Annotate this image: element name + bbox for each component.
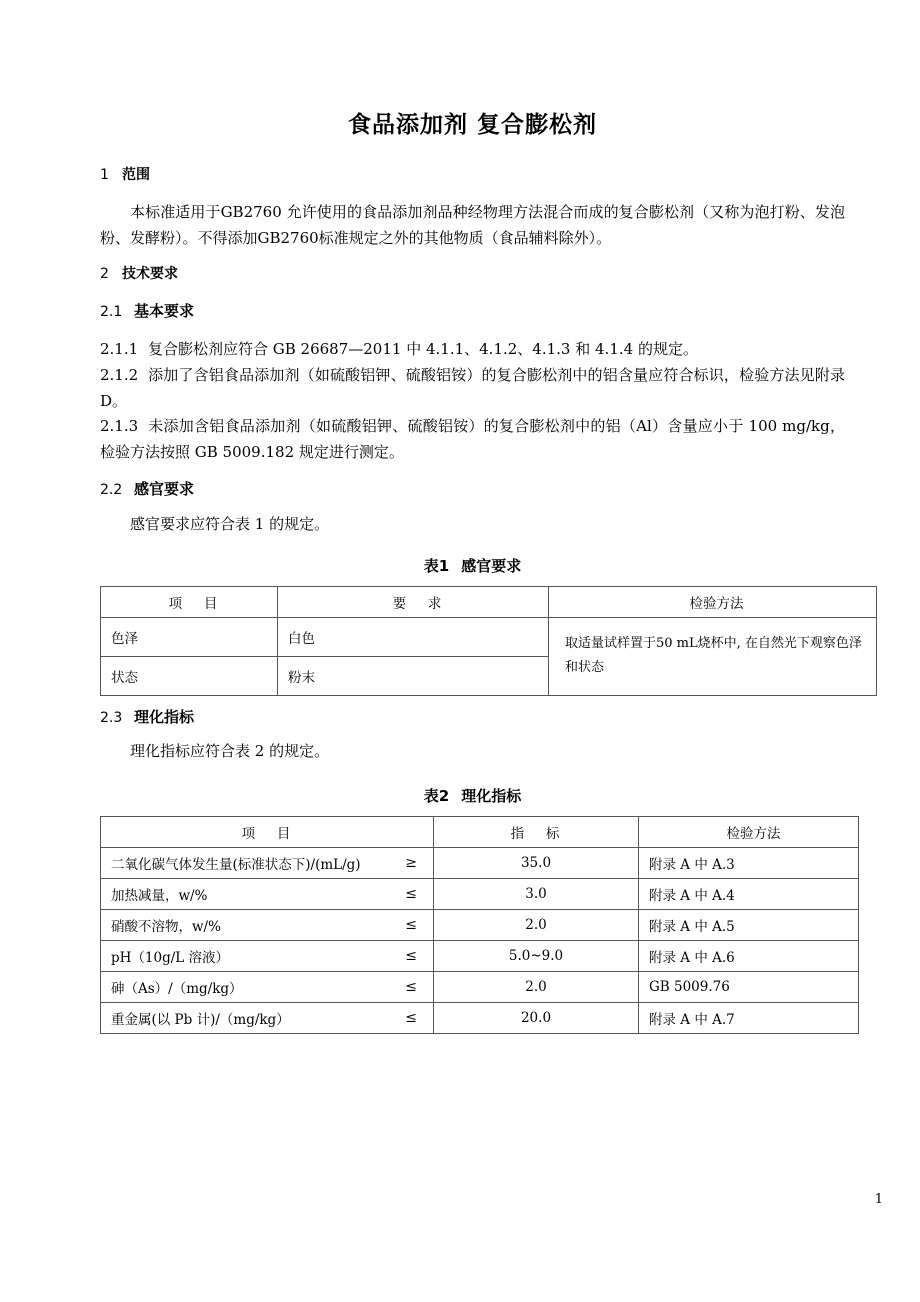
table-row bbox=[101, 617, 877, 656]
table2-header-row bbox=[101, 816, 859, 847]
table1-caption bbox=[100, 557, 845, 577]
clause-2-1-3-number: 2.1.3 bbox=[100, 417, 139, 436]
table2-cell-item bbox=[101, 878, 434, 909]
page-title: 食品添加剂 复合膨松剂 bbox=[347, 112, 597, 138]
table2-cell-index: 2.0 bbox=[434, 971, 639, 1002]
heading-section-1 bbox=[100, 166, 845, 184]
heading-2-2-label: 感官要求 bbox=[134, 480, 195, 499]
heading-2-1-number: 2.1 bbox=[100, 303, 123, 320]
table1-cell-method: 取适量试样置于50 mL烧杯中, 在自然光下观察色泽和状态 bbox=[549, 617, 877, 695]
table-row bbox=[101, 971, 859, 1002]
table-row bbox=[101, 940, 859, 971]
section-2-2-body: 感官要求应符合表 1 的规定。 bbox=[130, 514, 330, 533]
table2-cell-item bbox=[101, 971, 434, 1002]
table2-cell-method: 附录 A 中 A.4 bbox=[639, 878, 859, 909]
table2-item-operator: ≤ bbox=[405, 916, 417, 933]
table2-cell-index: 2.0 bbox=[434, 909, 639, 940]
table2-cell-item bbox=[101, 940, 434, 971]
heading-2-3-number: 2.3 bbox=[100, 709, 123, 726]
clause-2-1-1-text: 复合膨松剂应符合 GB 26687—2011 中 4.1.1、4.1.2、4.1.3 和 4.1.4 的规定。 bbox=[148, 340, 698, 359]
table2-header-index: 指 标 bbox=[434, 816, 639, 847]
table2-item-operator: ≤ bbox=[405, 947, 417, 964]
table2-cell-method: GB 5009.76 bbox=[639, 971, 859, 1002]
table2-cell-index: 5.0~9.0 bbox=[434, 940, 639, 971]
table-row bbox=[101, 878, 859, 909]
table1-header-method: 检验方法 bbox=[549, 586, 877, 617]
table2-cell-method: 附录 A 中 A.5 bbox=[639, 909, 859, 940]
clause-2-1-2 bbox=[100, 363, 845, 415]
table-row bbox=[101, 1002, 859, 1033]
heading-2-3-label: 理化指标 bbox=[134, 707, 195, 726]
table2-item-operator: ≤ bbox=[405, 978, 417, 995]
table-sensory-requirements bbox=[100, 586, 877, 696]
clause-2-1-3 bbox=[100, 414, 845, 466]
heading-2-2-number: 2.2 bbox=[100, 482, 123, 499]
heading-section-2-1 bbox=[100, 302, 845, 322]
table2-caption-title: 理化指标 bbox=[461, 787, 522, 806]
table-row bbox=[101, 847, 859, 878]
table2-item-label: 重金属(以 Pb 计)/（mg/kg） bbox=[111, 1011, 290, 1028]
heading-2-number: 2 bbox=[100, 266, 109, 283]
table2-item-label: 硝酸不溶物，w/% bbox=[111, 918, 221, 935]
table1-cell-requirement-color: 白色 bbox=[278, 617, 549, 656]
table2-cell-method: 附录 A 中 A.3 bbox=[639, 847, 859, 878]
table1-caption-title: 感官要求 bbox=[461, 557, 522, 576]
table2-cell-item bbox=[101, 1002, 434, 1033]
table2-cell-item bbox=[101, 847, 434, 878]
table2-header-method: 检验方法 bbox=[639, 816, 859, 847]
heading-section-2-2 bbox=[100, 480, 845, 500]
heading-section-2 bbox=[100, 265, 845, 283]
table2-cell-method: 附录 A 中 A.7 bbox=[639, 1002, 859, 1033]
table2-item-operator: ≤ bbox=[405, 1009, 417, 1026]
heading-1-label: 范围 bbox=[122, 166, 150, 183]
table-row bbox=[101, 909, 859, 940]
table2-cell-item bbox=[101, 909, 434, 940]
table2-item-operator: ≤ bbox=[405, 885, 417, 902]
table2-cell-method: 附录 A 中 A.6 bbox=[639, 940, 859, 971]
clause-2-1-1 bbox=[100, 337, 845, 363]
heading-section-2-3 bbox=[100, 708, 845, 728]
table-physicochemical-indicators bbox=[100, 816, 859, 1034]
table1-cell-item-state: 状态 bbox=[101, 656, 278, 695]
table1-cell-item-color: 色泽 bbox=[101, 617, 278, 656]
table1-cell-requirement-state: 粉末 bbox=[278, 656, 549, 695]
table1-header-item: 项 目 bbox=[101, 586, 278, 617]
table2-item-label: 砷（As）/（mg/kg） bbox=[111, 980, 243, 997]
clause-2-1-2-number: 2.1.2 bbox=[100, 365, 139, 384]
heading-2-label: 技术要求 bbox=[122, 266, 178, 283]
section-2-3-body: 理化指标应符合表 2 的规定。 bbox=[130, 742, 330, 761]
section-1-body: 本标准适用于GB2760 允许使用的食品添加剂品种经物理方法混合而成的复合膨松剂（又称为泡打粉、发泡粉、发酵粉）。不得添加GB2760标准规定之外的其他物质（食品辅料除外）。 bbox=[100, 202, 845, 247]
clause-2-1-2-text: 添加了含铝食品添加剂（如硫酸铝钾、硫酸铝铵）的复合膨松剂中的铝含量应符合标识，检验方法见附录 D。 bbox=[100, 365, 845, 410]
table2-cell-index: 3.0 bbox=[434, 878, 639, 909]
page-content bbox=[100, 0, 862, 1034]
table1-header-row bbox=[101, 586, 877, 617]
clause-2-1-3-text: 未添加含铝食品添加剂（如硫酸铝钾、硫酸铝铵）的复合膨松剂中的铝（Al）含量应小于 100 mg/kg，检验方法按照 GB 5009.182 规定进行测定。 bbox=[100, 417, 845, 462]
table2-caption-label: 表2 bbox=[423, 787, 450, 806]
table2-item-label: 加热减量，w/% bbox=[111, 887, 208, 904]
heading-1-number: 1 bbox=[100, 166, 109, 183]
table2-header-item: 项 目 bbox=[101, 816, 434, 847]
table2-caption bbox=[100, 787, 845, 807]
table1-caption-label: 表1 bbox=[423, 557, 450, 576]
page-number: 1 bbox=[874, 1192, 883, 1207]
table2-item-label: pH（10g/L 溶液） bbox=[111, 949, 230, 966]
table2-item-label: 二氧化碳气体发生量(标准状态下)/(mL/g) bbox=[111, 856, 361, 873]
table2-cell-index: 35.0 bbox=[434, 847, 639, 878]
table2-cell-index: 20.0 bbox=[434, 1002, 639, 1033]
table2-item-operator: ≥ bbox=[405, 854, 417, 871]
heading-2-1-label: 基本要求 bbox=[134, 301, 195, 320]
clause-2-1-1-number: 2.1.1 bbox=[100, 340, 139, 359]
table1-header-requirement: 要 求 bbox=[278, 586, 549, 617]
